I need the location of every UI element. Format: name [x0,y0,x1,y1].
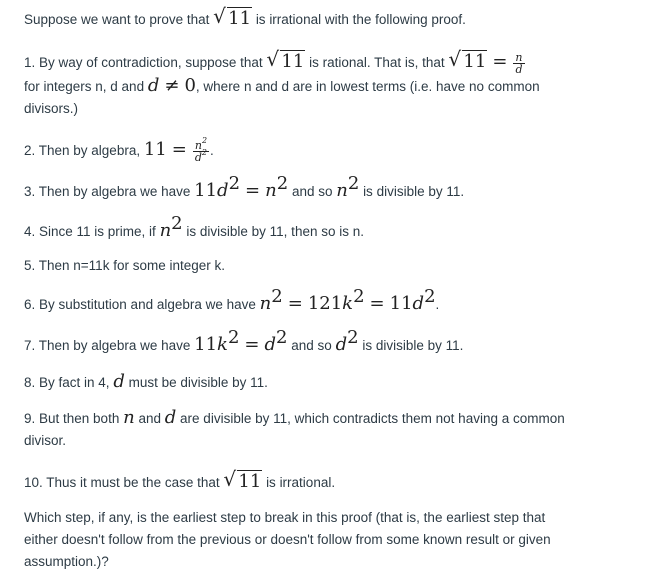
step-1-text-b: is rational. That is, that [309,55,445,70]
step-6-text: 6. By substitution and algebra we have [24,297,256,312]
step-7-text-c: is divisible by 11. [362,338,464,353]
sqrt-11: √ 11 [448,47,487,72]
math-11: 11 [143,139,167,160]
math-var-n: n [259,293,272,314]
math-var-n: n [336,180,348,201]
exponent: 2 [201,148,208,158]
fraction-numerator: n [194,138,202,152]
radicand: 11 [463,51,487,72]
exponent: 2 [347,326,359,348]
exponent: 2 [271,285,283,307]
step-7 [24,326,564,357]
math-11: 11 [389,293,413,314]
question-text [24,507,560,573]
step-5-text: 5. Then n=11k for some integer k. [24,258,225,273]
exponent: 2 [228,172,241,194]
equals-sign: = [171,139,187,160]
exponent: 2 [424,285,436,307]
step-9-text-a: 9. But then both [24,411,120,426]
radicand: 11 [238,471,262,492]
step-9-text-b: and [138,411,161,426]
intro-text-before: Suppose we want to prove that [24,12,210,27]
question-body: Which step, if any, is the earliest step to break in this proof (that is, the earliest step that either doesn't follow from the previous or doesn't follow from some known result or given assumption.)? [24,510,551,569]
fraction-numerator: n [515,50,523,64]
step-8-text-b: must be divisible by 11. [128,375,268,390]
math-zero: 0 [184,74,196,96]
exponent: 2 [276,326,288,348]
fraction-denominator: d [194,150,202,164]
math-var-d: d [113,371,125,392]
sqrt-11: √ 11 [223,467,262,492]
exponent: 2 [276,172,289,194]
fraction-denominator: d [515,62,523,76]
exponent: 2 [171,212,183,234]
equals-sign: = [244,334,260,355]
math-var-d: d [217,180,229,201]
step-7-text-a: 7. Then by algebra we have [24,338,191,353]
period: . [435,297,440,312]
step-2-text: 2. Then by algebra, [24,143,141,158]
intro-text-after: is irrational with the following proof. [255,12,466,27]
math-var-d: d [147,74,160,96]
period: . [210,143,214,158]
step-1-text-a: 1. By way of contradiction, suppose that [24,55,263,70]
step-3-text-a: 3. Then by algebra we have [24,184,191,199]
step-5 [24,255,564,277]
equals-sign: = [369,293,385,314]
step-7-text-b: and so [291,338,332,353]
sqrt-11: √ 11 [266,47,305,72]
math-var-d: d [264,334,277,355]
equals-sign: = [287,293,303,314]
step-4 [24,212,564,243]
math-var-n: n [159,220,172,241]
step-10-text-b: is irrational. [266,475,336,490]
step-3 [24,172,564,203]
math-var-k: k [342,293,354,314]
step-4-text-a: 4. Since 11 is prime, if [24,224,156,239]
step-9 [24,407,566,452]
step-10 [24,467,564,494]
step-1-text-c: for integers n, d and [24,78,145,94]
not-equal-sign: ≠ [164,74,180,96]
equals-sign: = [245,180,261,201]
exponent: 2 [227,326,240,348]
math-11: 11 [194,334,218,355]
exponent: 2 [347,172,360,194]
step-8-text-a: 8. By fact in 4, [24,375,110,390]
math-var-d: d [164,407,177,428]
math-var-n: n [265,180,277,201]
step-9-text-c: are divisible by 11, which contradicts them not having a common divisor. [24,411,565,448]
math-var-n: n [123,407,135,428]
sqrt-11: √ 11 [213,4,252,29]
step-1 [24,47,566,120]
step-6 [24,285,564,316]
radicand: 11 [228,8,252,29]
intro-line [24,4,564,31]
exponent: 2 [201,136,208,146]
math-var-d: d [335,334,348,355]
step-3-text-b: and so [291,184,333,199]
fraction-n2-over-d2 [193,136,209,164]
math-var-d: d [412,293,425,314]
step-4-text-b: is divisible by 11, then so is n. [186,224,364,239]
radicand: 11 [281,51,305,72]
equals-sign: = [492,51,508,72]
math-var-k: k [217,334,228,355]
math-11: 11 [194,180,218,201]
step-1-text-d: , where n and d are in lowest terms (i.e. have no common divisors.) [24,78,540,116]
step-8 [24,371,564,394]
step-2 [24,136,564,164]
math-121: 121 [307,293,343,314]
fraction-n-over-d [513,52,524,75]
exponent: 2 [353,285,365,307]
step-10-text-a: 10. Thus it must be the case that [24,475,220,490]
step-3-text-c: is divisible by 11. [363,184,465,199]
